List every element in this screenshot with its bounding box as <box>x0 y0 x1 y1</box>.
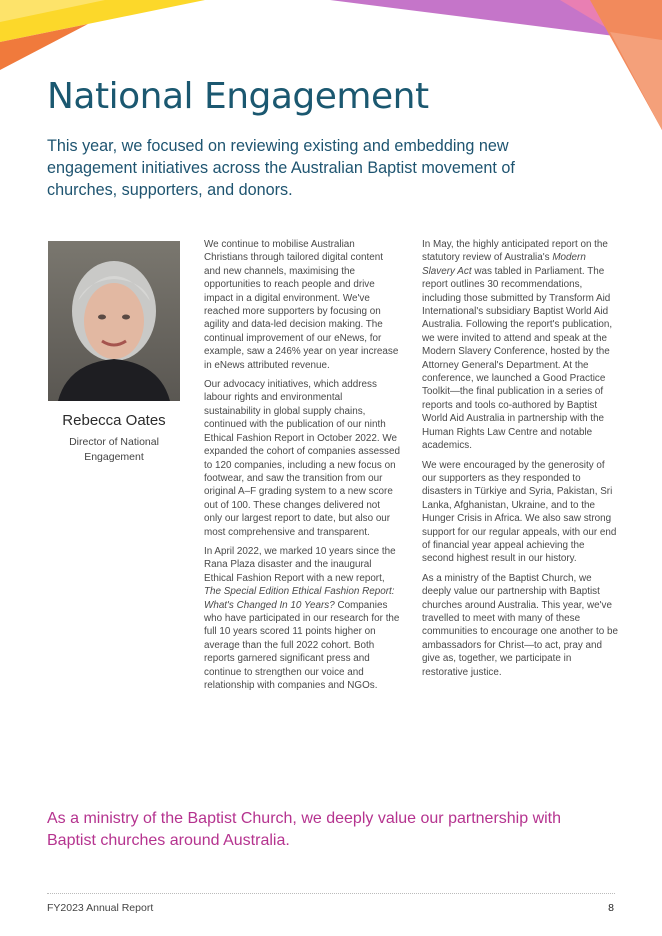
page-title: National Engagement <box>47 76 429 117</box>
body-column-left <box>204 238 400 698</box>
paragraph: As a ministry of the Baptist Church, we deeply value our partnership with Baptist churches around Australia. This year, we've travelled to meet with many of these communities to encourage one another to be ambassadors for Christ—to act, pray and give as, together, we participate in restorative justice. <box>422 572 618 678</box>
body-column-right <box>422 238 618 685</box>
paragraph: In May, the highly anticipated report on the statutory review of Australia's Modern Slavery Act was tabled in Parliament. The report outlines 30 recommendations, including those submitted by Transform Aid International's subsidiary Baptist World Aid Australia. Following the report's publication, we were invited to attend and speak at the Modern Slavery Conference, hosted by the Attorney General's Department. At the conference, we launched a Good Practice Toolkit—the final publication in a series of reports and tools co-authored by Baptist World Aid Australia in partnership with the Human Rights Law Centre and notable academics. <box>422 239 613 452</box>
paragraph: We continue to mobilise Australian Christians through tailored digital content and new channels, maximising the opportunities to reach people and drive impact in a digital environment. We've reached more supporters by focusing on agility and data-led decision making. The continual improvement of our eNews, for example, saw a 246% year on year increase in eNews attributed revenue. <box>204 239 399 371</box>
paragraph: Our advocacy initiatives, which address labour rights and environmental sustainability in global supply chains, continued with the publication of our ninth Ethical Fashion Report in October 2022. We expanded the cohort of companies assessed to 120 companies, including a new focus on footwear, and saw the transition from our original A–F grading system to a new score out of 100. These changes delivered not only our largest report to date, but also our most comprehensive and transparent. <box>204 379 400 538</box>
pull-quote: As a ministry of the Baptist Church, we deeply value our partnership with Baptist churches around Australia. <box>47 810 562 849</box>
decorative-header-shapes <box>0 0 662 140</box>
page-number: 8 <box>608 902 614 914</box>
intro-paragraph: This year, we focused on reviewing existing and embedding new engagement initiatives across the Australian Baptist movement of churches, supporters, and donors. <box>47 137 515 199</box>
profile-photo <box>48 241 180 401</box>
footer-report-title: FY2023 Annual Report <box>47 902 154 914</box>
profile-role: Director of National Engagement <box>69 436 159 463</box>
footer-divider <box>47 893 615 894</box>
profile-name: Rebecca Oates <box>62 412 166 429</box>
paragraph: We were encouraged by the generosity of our supporters as they responded to disasters in Türkiye and Syria, Pakistan, Sri Lanka, Afghanistan, Ukraine, and to the Hunger Crisis in Africa. We also saw strong support for our regular appeals, with our end of financial year appeal achieving the second highest result in our history. <box>422 459 617 565</box>
paragraph: In April 2022, we marked 10 years since the Rana Plaza disaster and the inaugural Ethical Fashion Report with a new report, The Special Edition Ethical Fashion Report: What's Changed In 10 Years? Companies who have participated in our research for the full 10 years scored 11 points higher on average than the full 2022 cohort. Both reports garnered significant press and continue to strengthen our voice and relationship with companies and NGOs. <box>204 545 400 691</box>
